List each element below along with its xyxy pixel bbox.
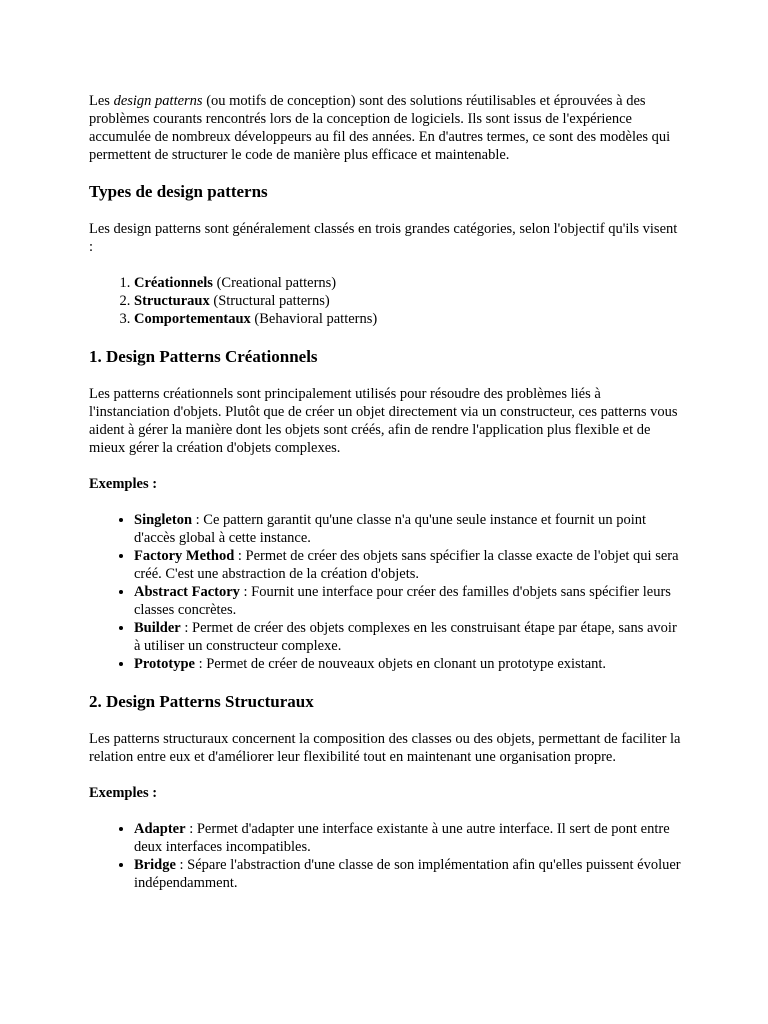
creational-examples-label: Exemples : (89, 476, 158, 492)
creational-examples-list (89, 511, 682, 673)
list-item (134, 583, 682, 619)
pattern-desc: : Permet de créer des objets complexes en les construisant étape par étape, sans avoir à utiliser un constructeur complexe. (134, 620, 677, 654)
types-paragraph: Les design patterns sont généralement classés en trois grandes catégories, selon l'objectif qu'ils visent : (89, 221, 678, 255)
types-list (89, 274, 682, 328)
creational-heading: 1. Design Patterns Créationnels (89, 347, 318, 366)
list-item (134, 820, 682, 856)
type-name: Créationnels (134, 275, 213, 291)
pattern-name: Factory Method (134, 548, 235, 564)
pattern-desc: : Ce pattern garantit qu'une classe n'a qu'une seule instance et fournit un point d'accès global à cette instance. (134, 512, 646, 546)
list-item (134, 310, 682, 328)
pattern-name: Builder (134, 620, 181, 636)
list-item (134, 274, 682, 292)
pattern-name: Adapter (134, 821, 186, 837)
pattern-desc: : Permet d'adapter une interface existante à une autre interface. Il sert de pont entre deux interfaces incompatibles. (134, 821, 670, 855)
pattern-name: Prototype (134, 656, 195, 672)
structural-heading: 2. Design Patterns Structuraux (89, 692, 314, 711)
type-desc: (Creational patterns) (212, 275, 337, 291)
type-name: Structuraux (134, 293, 210, 309)
pattern-desc: : Sépare l'abstraction d'une classe de son implémentation afin qu'elles puissent évoluer indépendamment. (134, 857, 681, 891)
list-item (134, 511, 682, 547)
pattern-name: Singleton (134, 512, 193, 528)
pattern-name: Bridge (134, 857, 176, 873)
intro-rest: (ou motifs de conception) sont des solutions réutilisables et éprouvées à des problèmes courants rencontrés lors de la conception de logiciels. Ils sont issus de l'expérience accumulée de nombreux développeurs au fil des années. En d'autres termes, ce sont des modèles qui permettent de structurer le code de manière plus efficace et maintenable. (89, 93, 671, 163)
pattern-desc: : Fournit une interface pour créer des familles d'objets sans spécifier leurs classes concrètes. (134, 584, 671, 618)
pattern-name: Abstract Factory (134, 584, 240, 600)
pattern-desc: : Permet de créer des objets sans spécifier la classe exacte de l'objet qui sera créé. C'est une abstraction de la création d'objets. (134, 548, 679, 582)
structural-paragraph: Les patterns structuraux concernent la composition des classes ou des objets, permettant de faciliter la relation entre eux et d'améliorer leur flexibilité tout en maintenant une organisation propre. (89, 731, 681, 765)
list-item (134, 619, 682, 655)
structural-examples-label: Exemples : (89, 785, 158, 801)
type-desc: (Structural patterns) (209, 293, 330, 309)
structural-examples-list (89, 820, 682, 892)
types-heading: Types de design patterns (89, 182, 268, 201)
type-name: Comportementaux (134, 311, 251, 327)
intro-paragraph (89, 92, 682, 164)
list-item (134, 547, 682, 583)
list-item (134, 292, 682, 310)
list-item (134, 856, 682, 892)
creational-paragraph: Les patterns créationnels sont principalement utilisés pour résoudre des problèmes liés à l'instanciation d'objets. Plutôt que de créer un objet directement via un constructeur, ces patterns vous aident à gérer la manière dont les objets sont créés, afin de rendre l'application plus flexible et de mieux gérer la création d'objets complexes. (89, 386, 678, 456)
intro-term: design patterns (113, 93, 203, 109)
intro-lead: Les (89, 93, 114, 109)
list-item (134, 655, 682, 673)
pattern-desc: : Permet de créer de nouveaux objets en clonant un prototype existant. (194, 656, 607, 672)
type-desc: (Behavioral patterns) (250, 311, 378, 327)
